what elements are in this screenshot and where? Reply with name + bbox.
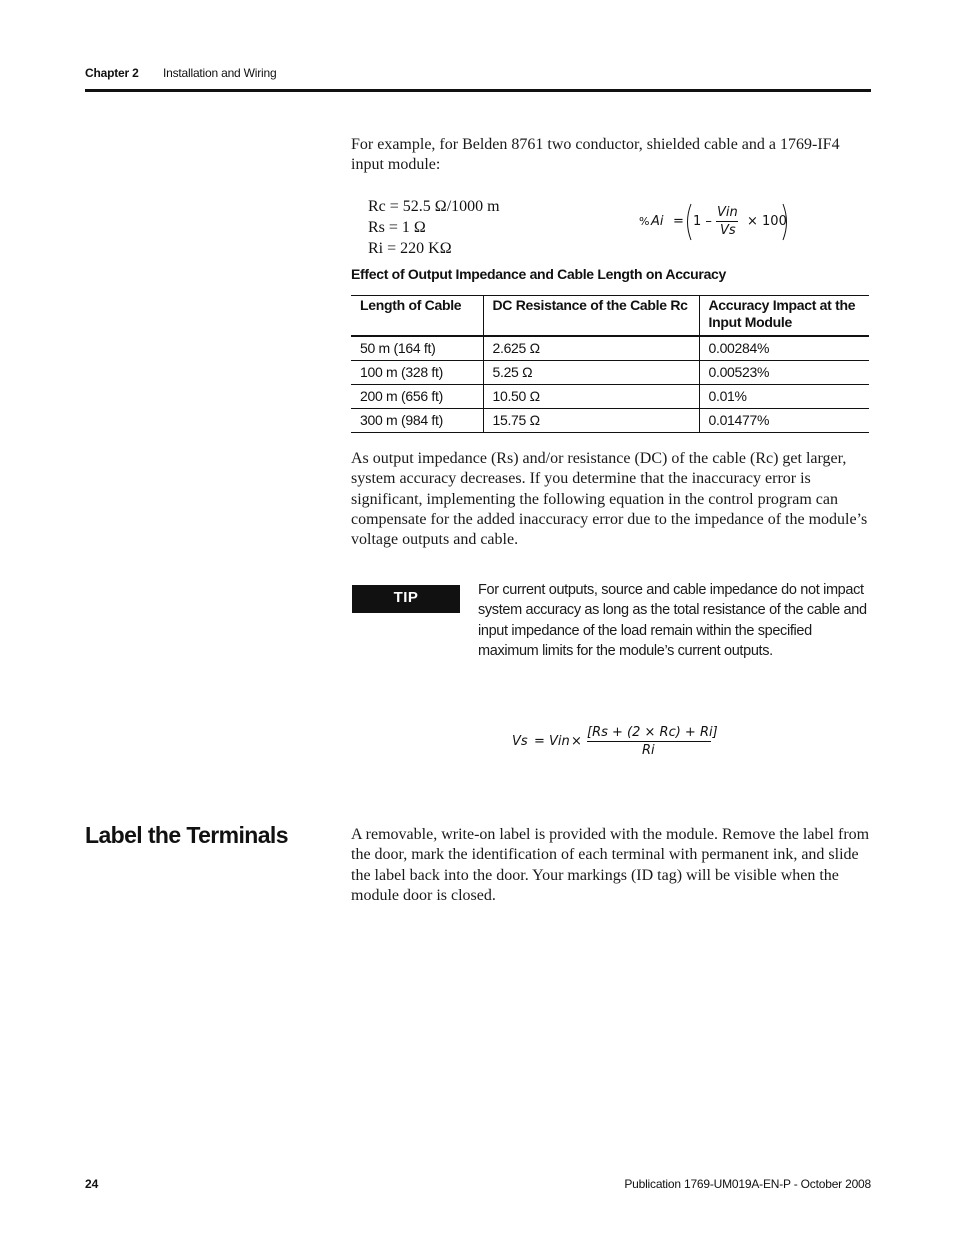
formula-vin: Vin	[549, 734, 570, 749]
percent-sign: %	[639, 215, 650, 228]
table-row	[351, 409, 869, 433]
formula-one-minus: 1 –	[693, 214, 712, 229]
column-header: DC Resistance of the Cable Rc	[483, 296, 699, 337]
variable-ri: Ri = 220 KΩ	[368, 240, 452, 257]
table-cell: 0.00523%	[699, 361, 869, 385]
page-number: 24	[85, 1177, 99, 1191]
intro-paragraph: For example, for Belden 8761 two conductor, shielded cable and a 1769-IF4 input module:	[351, 136, 840, 174]
table-row	[351, 385, 869, 409]
formula-times: ×	[571, 734, 582, 749]
tip-text: For current outputs, source and cable impedance do not impact system accuracy as long as the total resistance of the cable and input impedance of the load remain within the specified maximum limits for the module’s current outputs.	[478, 582, 867, 659]
variable-list	[368, 196, 500, 259]
table-cell: 10.50 Ω	[483, 385, 699, 409]
formula-numerator: Vin	[717, 205, 738, 220]
section-heading: Label the Terminals	[85, 822, 288, 848]
compensation-formula	[511, 722, 721, 762]
chapter-label: Chapter 2	[85, 66, 139, 80]
accuracy-formula	[639, 202, 799, 242]
formula-equals: =	[673, 214, 684, 229]
column-header: Accuracy Impact at the Input Module	[699, 296, 869, 337]
table-cell: 100 m (328 ft)	[360, 364, 443, 380]
table-cell: 2.625 Ω	[483, 336, 699, 361]
formula-denominator: Vs	[720, 223, 736, 238]
header-rule	[85, 89, 871, 92]
accuracy-table	[351, 295, 869, 433]
table-cell: 0.01477%	[699, 409, 869, 433]
table-row	[351, 361, 869, 385]
chapter-title: Installation and Wiring	[163, 66, 277, 80]
formula-times: × 100	[747, 214, 787, 229]
table-cell: 0.00284%	[699, 336, 869, 361]
tip-label: TIP	[352, 585, 460, 613]
impedance-paragraph: As output impedance (Rs) and/or resistance (DC) of the cable (Rc) get larger, system accuracy decreases. If you determine that the inaccuracy error is significant, implementing the following equation in the control program can compensate for the added inaccuracy error due to the impedance of the module’s voltage outputs and cable.	[351, 450, 868, 549]
publication-info: Publication 1769-UM019A-EN-P - October 2008	[624, 1177, 871, 1191]
variable-rs: Rs = 1 Ω	[368, 219, 426, 236]
table-header-row	[351, 296, 869, 337]
section-paragraph: A removable, write-on label is provided with the module. Remove the label from the door, mark the identification of each terminal with permanent ink, and slide the label back into the door. Your markings (ID tag) will be visible when the module door is closed.	[351, 826, 870, 904]
formula-ai: Ai	[651, 214, 664, 229]
table-cell: 15.75 Ω	[483, 409, 699, 433]
table-cell: 300 m (984 ft)	[360, 412, 443, 428]
formula-vs: Vs	[512, 734, 528, 749]
formula-equals: =	[534, 734, 545, 749]
table-row	[351, 336, 869, 361]
formula-denominator: Ri	[642, 743, 655, 758]
table-cell: 0.01%	[699, 385, 869, 409]
formula-numerator: [Rs + (2 × Rc) + Ri]	[587, 725, 718, 740]
table-cell: 5.25 Ω	[483, 361, 699, 385]
table-cell: 200 m (656 ft)	[360, 388, 443, 404]
table-cell: 50 m (164 ft)	[360, 340, 436, 356]
column-header: Length of Cable	[360, 297, 462, 313]
variable-rc: Rc = 52.5 Ω/1000 m	[368, 198, 500, 215]
table-caption: Effect of Output Impedance and Cable Length on Accuracy	[351, 266, 727, 282]
